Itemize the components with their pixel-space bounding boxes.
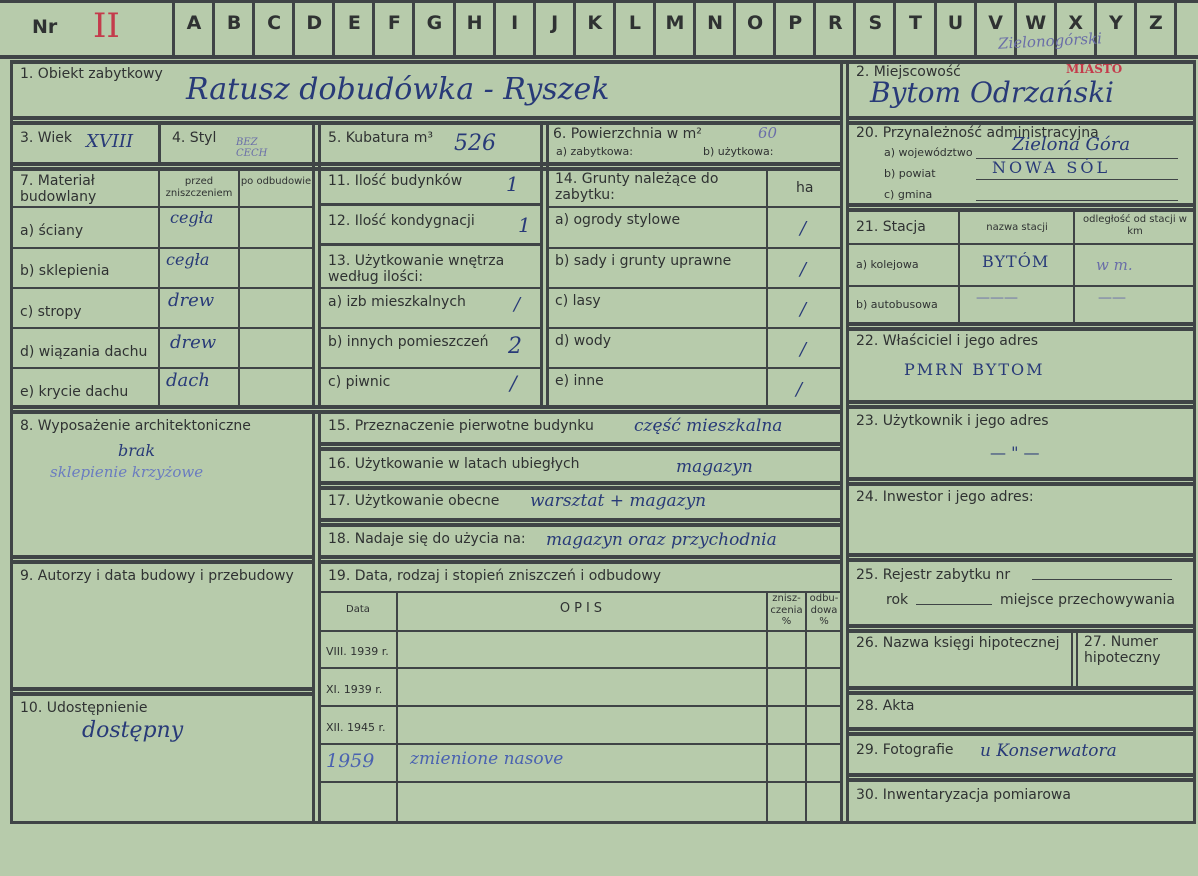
- f14-row-value: /: [800, 339, 807, 360]
- f14-row-label: a) ogrody stylowe: [555, 212, 681, 228]
- upper-block-bottom: [10, 405, 842, 409]
- f22-label: 22. Właściciel i jego adres: [856, 333, 1039, 349]
- f14-row: [546, 287, 842, 289]
- f9-label: 9. Autorzy i data budowy i przebudowy: [20, 568, 294, 584]
- f8-bottom: [10, 555, 315, 559]
- f23-value: — " —: [990, 443, 1040, 462]
- f16-bottom: [318, 481, 842, 485]
- f23-bottom: [846, 477, 1195, 481]
- letter-t: T: [908, 12, 922, 34]
- f11-bottom: [318, 203, 542, 206]
- f7-row-value: dach: [166, 370, 210, 391]
- f21-col2: [1073, 208, 1075, 326]
- letter-m: M: [665, 12, 685, 34]
- f8-label: 8. Wyposażenie architektoniczne: [20, 418, 251, 434]
- f25-bottom: [846, 624, 1195, 628]
- f7-row-label: c) stropy: [20, 304, 82, 320]
- f21-col2: odległość od stacji w km: [1083, 214, 1187, 237]
- letter-v: V: [988, 12, 1003, 34]
- f19-row-date: VIII. 1939 r.: [326, 645, 389, 658]
- letter-e: E: [347, 12, 361, 34]
- f20-c: c) gmina: [884, 188, 933, 201]
- f11-label: 11. Ilość budynków: [328, 173, 463, 189]
- f19-col-o: odbu-dowa %: [809, 593, 839, 627]
- row1-bottom: [10, 116, 842, 120]
- f14-row-value: /: [800, 299, 807, 320]
- f22-value: PMRN BYTOM: [904, 360, 1045, 379]
- letter-l: L: [628, 12, 641, 34]
- f21-col1: nazwa stacji: [986, 222, 1048, 233]
- f28-bottom-2: [846, 732, 1195, 736]
- f20-a-value: Zielona Góra: [1012, 134, 1131, 155]
- letter-k: K: [587, 12, 603, 34]
- letter-a: A: [186, 12, 202, 34]
- letter-p: P: [788, 12, 803, 34]
- f13-row-label: c) piwnic: [328, 374, 391, 390]
- f22-bottom-2: [846, 405, 1195, 409]
- f7-row-value: cegła: [166, 250, 210, 269]
- header-divider-2: [10, 60, 1196, 64]
- f5-label: 5. Kubatura m³: [328, 130, 434, 146]
- f15-bottom: [318, 442, 842, 446]
- f13-row-value: /: [510, 371, 517, 395]
- letter-n: N: [707, 12, 723, 34]
- f14-unit: ha: [796, 180, 814, 196]
- f19-col-date: Data: [346, 604, 370, 615]
- f24-bottom: [846, 553, 1195, 557]
- f18-bottom: [318, 555, 842, 559]
- f7-row-value: drew: [168, 290, 215, 311]
- f20-b: b) powiat: [884, 167, 936, 180]
- f21-label: 21. Stacja: [856, 219, 926, 235]
- f8-bottom-2: [10, 560, 315, 564]
- f7-row-value: cegła: [170, 208, 214, 227]
- f19-row: [318, 781, 842, 783]
- right-border: [1193, 60, 1196, 824]
- f17-bottom: [318, 518, 842, 522]
- f2-value: Bytom Odrzański: [870, 76, 1114, 109]
- f24-bottom-2: [846, 558, 1195, 562]
- f6-label: 6. Powierzchnia w m²: [553, 126, 702, 142]
- f5-value: 526: [454, 131, 496, 156]
- f8-value-1: brak: [118, 441, 156, 460]
- letter-j: J: [551, 12, 559, 34]
- v-3-4: [158, 121, 161, 165]
- letter-i: I: [511, 12, 519, 34]
- f7-row: [10, 327, 314, 329]
- f14-row: [546, 327, 842, 329]
- f13-row: [318, 287, 542, 289]
- f19-col-opis: OPIS: [559, 601, 607, 616]
- f24-label: 24. Inwestor i jego adres:: [856, 489, 1034, 505]
- f21-a: a) kolejowa: [856, 258, 919, 271]
- f13-label: 13. Użytkowanie wnętrza według ilości:: [328, 253, 505, 286]
- f18-value: magazyn oraz przychodnia: [546, 530, 777, 550]
- f14-row-label: d) wody: [555, 333, 611, 349]
- v-8-15: [312, 410, 315, 824]
- f7-label: 7. Materiał budowlany: [20, 173, 97, 206]
- f13-row-label: a) izb mieszkalnych: [328, 294, 466, 310]
- f7-col1: przed zniszczeniem: [165, 176, 233, 199]
- f28-label: 28. Akta: [856, 698, 915, 714]
- letter-h: H: [466, 12, 483, 34]
- letter-o: O: [747, 12, 764, 34]
- f6-a: a) zabytkowa:: [556, 145, 633, 158]
- f7-row: [10, 367, 314, 369]
- f30-label: 30. Inwentaryzacja pomiarowa: [856, 787, 1071, 803]
- f21-b-name: ———: [976, 290, 1018, 306]
- f27-label: 27. Numer hipoteczny: [1084, 634, 1161, 667]
- f21-row: [846, 285, 1195, 287]
- main-column-divider-2: [846, 60, 849, 824]
- f14-row-value: /: [800, 259, 807, 280]
- f7-row: [10, 287, 314, 289]
- f12-value: 1: [518, 213, 531, 237]
- f3-value: XVIII: [86, 131, 134, 152]
- f19-row: [318, 743, 842, 745]
- f6-value: 60: [758, 124, 778, 142]
- f13-row: [318, 367, 542, 369]
- f29-bottom-2: [846, 778, 1195, 782]
- letter-y: Y: [1108, 12, 1123, 34]
- f11-value: 1: [506, 172, 519, 196]
- f7-row-label: e) krycie dachu: [20, 384, 129, 400]
- row1-bottom-2: [10, 121, 842, 125]
- letter-r: R: [827, 12, 843, 34]
- f16-bottom-2: [318, 486, 842, 490]
- f17-label: 17. Użytkowanie obecne: [328, 493, 500, 509]
- f21-b-dist: ——: [1098, 290, 1126, 306]
- f4-value: BEZ CECH: [236, 137, 268, 159]
- nr-label: Nr: [32, 16, 58, 38]
- letter-f: F: [387, 12, 401, 34]
- f16-label: 16. Użytkowanie w latach ubiegłych: [328, 456, 580, 472]
- f25-label: 25. Rejestr zabytku nr: [856, 567, 1011, 583]
- f23-bottom-2: [846, 482, 1195, 486]
- letter-b: B: [226, 12, 242, 34]
- border-top: [0, 0, 1198, 3]
- f20-c-line: [976, 200, 1178, 201]
- f21-a-name: BYTÓM: [982, 252, 1050, 271]
- f14-row-label: b) sady i grunty uprawne: [555, 253, 732, 269]
- f14-row: [546, 206, 842, 208]
- f6-b: b) użytkowa:: [703, 145, 774, 158]
- f19-col-date: [396, 591, 398, 824]
- f14-row: [546, 247, 842, 249]
- letter-w: W: [1025, 12, 1047, 34]
- f13-row-value: /: [514, 294, 521, 315]
- f25-miejsce: miejsce przechowywania: [1000, 592, 1175, 608]
- city-stamp: MIASTO: [1066, 62, 1123, 76]
- f9-bottom-2: [10, 692, 315, 696]
- f1-value: Ratusz dobudówka - Ryszek: [186, 72, 610, 107]
- f13-row-label: b) innych pomieszczeń: [328, 334, 489, 350]
- f15-label: 15. Przeznaczenie pierwotne budynku: [328, 418, 594, 434]
- row1r-bottom: [846, 116, 1195, 120]
- f21-row: [846, 243, 1195, 245]
- f12-label: 12. Ilość kondygnacji: [328, 213, 475, 229]
- f19-row: [318, 705, 842, 707]
- f7-row: [10, 247, 314, 249]
- bottom-border: [10, 821, 1196, 824]
- f14-row-value: /: [796, 379, 803, 400]
- f18-label: 18. Nadaje się do użycia na:: [328, 531, 526, 547]
- f7-row: [10, 206, 314, 208]
- f26-label: 26. Nazwa księgi hipotecznej: [856, 635, 1060, 651]
- f14-row-label: e) inne: [555, 373, 604, 389]
- f19-row-date: 1959: [326, 750, 375, 772]
- letter-d: D: [306, 12, 323, 34]
- f4-label: 4. Styl: [172, 130, 217, 146]
- f29-value: u Konserwatora: [980, 741, 1117, 761]
- f26-bottom-2: [846, 691, 1195, 695]
- f28-bottom: [846, 727, 1195, 731]
- f20-bottom-2: [846, 208, 1195, 212]
- f9-bottom: [10, 687, 315, 691]
- f26-27-divider-2: [1076, 629, 1078, 689]
- f25-bottom-2: [846, 629, 1195, 633]
- f21-a-dist: w m.: [1096, 256, 1133, 274]
- f21-b: b) autobusowa: [856, 298, 938, 311]
- f7-row-value: drew: [170, 332, 217, 353]
- f7-row-label: b) sklepienia: [20, 263, 110, 279]
- f20-bottom: [846, 203, 1195, 207]
- f19-row-date: XII. 1945 r.: [326, 721, 386, 734]
- f19-row: [318, 630, 842, 632]
- f15-bottom-2: [318, 447, 842, 451]
- f14-row-label: c) lasy: [555, 293, 601, 309]
- f17-bottom-2: [318, 523, 842, 527]
- f25-rok-line: [916, 604, 992, 605]
- letter-s: S: [868, 12, 883, 34]
- row3-bottom: [10, 162, 842, 166]
- header-divider: [0, 55, 1198, 59]
- f22-bottom: [846, 400, 1195, 404]
- f25-rok: rok: [886, 592, 909, 608]
- f16-value: magazyn: [676, 457, 753, 477]
- f23-label: 23. Użytkownik i jego adres: [856, 413, 1049, 429]
- f17-value: warsztat + magazyn: [530, 491, 707, 511]
- f14-label: 14. Grunty należące do zabytku:: [555, 171, 719, 204]
- letter-c: C: [267, 12, 282, 34]
- letter-u: U: [947, 12, 964, 34]
- f10-label: 10. Udostępnienie: [20, 700, 148, 716]
- f12-bottom: [318, 243, 542, 246]
- f21-bottom: [846, 322, 1195, 326]
- letter-x: X: [1068, 12, 1084, 34]
- v-8-15-2: [318, 410, 321, 824]
- f13-row-value: 2: [508, 334, 522, 359]
- f21-bottom-2: [846, 327, 1195, 331]
- f14-row: [546, 367, 842, 369]
- f29-label: 29. Fotografie: [856, 742, 954, 758]
- f15-value: część mieszkalna: [634, 416, 783, 436]
- letter-g: G: [426, 12, 443, 34]
- f2-label: 2. Miejscowość: [856, 64, 961, 80]
- letter-z: Z: [1149, 12, 1163, 34]
- region-stamp: Zielonogórski: [997, 29, 1103, 53]
- f20-b-value: NOWA SÓL: [992, 158, 1111, 177]
- f20-a: a) województwo: [884, 146, 973, 159]
- f7-col2: po odbudowie: [240, 176, 312, 187]
- f7-row-label: a) ściany: [20, 223, 84, 239]
- f1-label: 1. Obiekt zabytkowy: [20, 66, 163, 82]
- f20-b-line: [976, 179, 1178, 180]
- f10-value: dostępny: [82, 718, 184, 743]
- f25-line: [1032, 579, 1172, 580]
- nr-value: II: [93, 6, 120, 46]
- f8-value-2: sklepienie krzyżowe: [50, 463, 204, 481]
- f20-label: 20. Przynależność administracyjna: [856, 125, 1099, 141]
- f19-row: [318, 667, 842, 669]
- f13-row: [318, 327, 542, 329]
- f26-bottom: [846, 686, 1195, 690]
- f7-row-label: d) wiązania dachu: [20, 344, 148, 360]
- f19-row-opis: zmienione nasove: [410, 749, 564, 769]
- f18-bottom-2: [318, 560, 842, 564]
- f14-row-value: /: [800, 218, 807, 239]
- upper-block-bottom-2: [10, 410, 842, 414]
- f19-col-z: znisz-czenia %: [770, 593, 803, 627]
- f29-bottom: [846, 773, 1195, 777]
- f26-27-divider: [1071, 629, 1073, 689]
- f19-label: 19. Data, rodzaj i stopień zniszczeń i odbudowy: [328, 568, 662, 584]
- f19-row-date: XI. 1939 r.: [326, 683, 383, 696]
- left-border: [10, 60, 13, 824]
- f3-label: 3. Wiek: [20, 130, 72, 146]
- f21-col1: [958, 208, 960, 326]
